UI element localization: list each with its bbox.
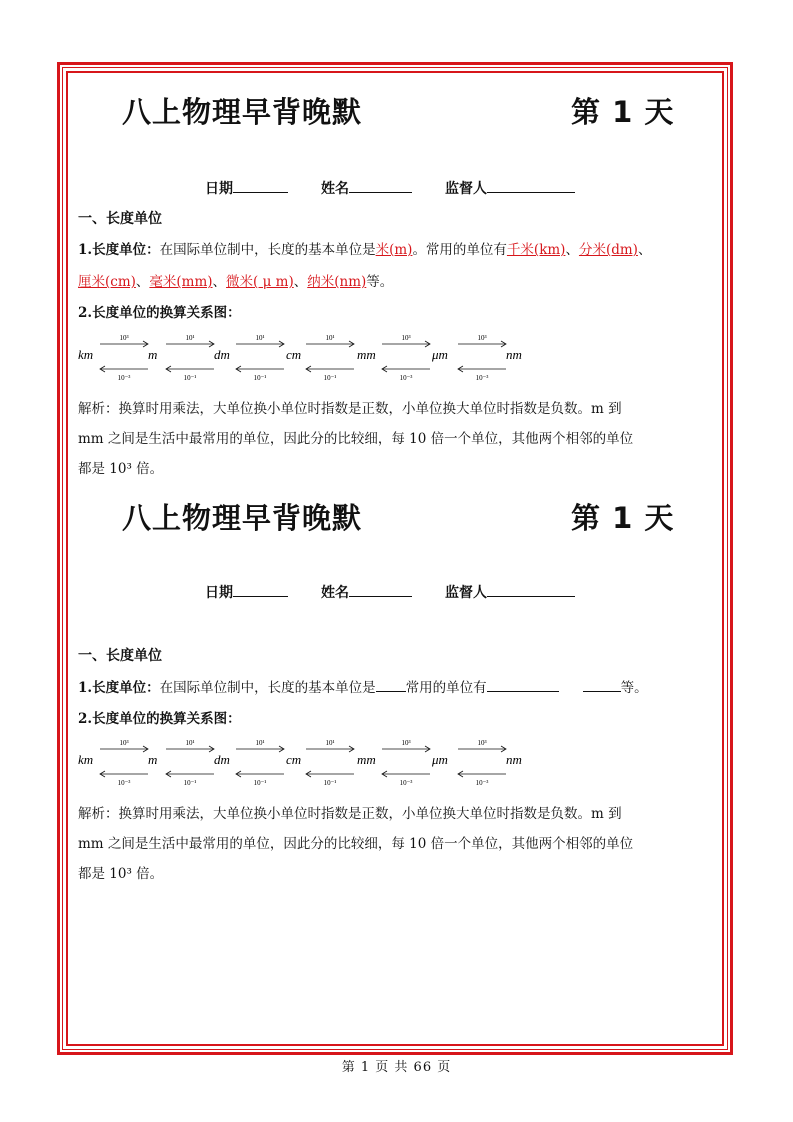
unit-conversion-diagram: [76, 735, 536, 789]
backward-factor: 10⁻¹: [183, 374, 197, 382]
backward-factor: 10⁻¹: [323, 374, 337, 382]
supervisor-field[interactable]: [487, 178, 575, 193]
answer-nm: 纳米(nm): [307, 274, 367, 290]
day-label: 第 1 天: [571, 95, 675, 129]
p1-mid: 常用的单位有: [405, 680, 487, 696]
blank-base-unit[interactable]: [376, 679, 406, 692]
forward-factor: 10¹: [325, 739, 335, 747]
date-label: 日期: [205, 585, 233, 601]
date-field[interactable]: [233, 178, 288, 193]
name-label: 姓名: [321, 181, 349, 197]
forward-factor: 10¹: [185, 334, 195, 342]
page-title: 八上物理早背晚默: [122, 501, 363, 535]
answer-cm: 厘米(cm): [78, 274, 136, 290]
p1-text: 在国际单位制中，长度的基本单位是: [159, 680, 376, 696]
backward-factor: 10⁻³: [117, 779, 131, 787]
forward-factor: 10¹: [255, 739, 265, 747]
forward-factor: 10¹: [185, 739, 195, 747]
unit-label: dm: [214, 347, 230, 362]
unit-label: nm: [506, 347, 522, 362]
day-label: 第 1 天: [571, 501, 675, 535]
analysis-line-2: mm 之间是生活中最常用的单位，因此分的比较细，每 10 倍一个单位，其他两个相邻的单位: [78, 836, 634, 852]
page-title: 八上物理早背晚默: [122, 95, 363, 129]
answer-um: 微米( μ m): [226, 274, 294, 290]
paragraph-2-label: 2.长度单位的换算关系图：: [78, 305, 241, 321]
name-field[interactable]: [349, 582, 412, 597]
forward-factor: 10³: [477, 739, 487, 747]
backward-factor: 10⁻³: [475, 374, 489, 382]
date-field[interactable]: [233, 582, 288, 597]
supervisor-label: 监督人: [445, 181, 487, 197]
unit-label: km: [78, 347, 94, 362]
backward-factor: 10⁻³: [475, 779, 489, 787]
unit-label: μm: [432, 347, 448, 362]
paragraph-1-line-2: 厘米(cm)、毫米(mm)、微米( μ m)、纳米(nm)等。: [78, 274, 394, 290]
paragraph-1-line-1: 1.长度单位：在国际单位制中，长度的基本单位是米(m)。常用的单位有千米(km)、分米(dm)、: [78, 242, 652, 258]
analysis-line-3: 都是 10³ 倍。: [78, 461, 164, 477]
unit-label: m: [148, 347, 158, 362]
unit-label: dm: [214, 752, 230, 767]
unit-label: cm: [286, 752, 302, 767]
p1-label: 1.长度单位：: [78, 680, 160, 696]
backward-factor: 10⁻¹: [253, 374, 267, 382]
unit-label: m: [148, 752, 158, 767]
page-footer: 第 1 页 共 66 页: [341, 1060, 452, 1075]
blank-units-2[interactable]: [583, 679, 621, 692]
analysis-line-3: 都是 10³ 倍。: [78, 866, 164, 882]
section-heading: 一、长度单位: [78, 211, 162, 227]
info-row: [205, 582, 575, 602]
answer-meter: 米(m): [375, 242, 413, 258]
forward-factor: 10³: [119, 334, 129, 342]
unit-label: nm: [506, 752, 522, 767]
p1-mid: 。常用的单位有: [412, 242, 507, 258]
paragraph-2-label: 2.长度单位的换算关系图：: [78, 711, 241, 727]
unit-label: km: [78, 752, 94, 767]
forward-factor: 10¹: [325, 334, 335, 342]
backward-factor: 10⁻³: [399, 779, 413, 787]
paragraph-1-line-1: [78, 676, 648, 696]
unit-label: μm: [432, 752, 448, 767]
analysis-line-1: 解析：换算时用乘法，大单位换小单位时指数是正数，小单位换大单位时指数是负数。m 到: [78, 401, 622, 417]
section-heading: 一、长度单位: [78, 648, 162, 664]
name-field[interactable]: [349, 178, 412, 193]
unit-label: mm: [357, 752, 376, 767]
unit-label: mm: [357, 347, 376, 362]
backward-factor: 10⁻¹: [323, 779, 337, 787]
backward-factor: 10⁻³: [117, 374, 131, 382]
forward-factor: 10³: [477, 334, 487, 342]
supervisor-label: 监督人: [445, 585, 487, 601]
forward-factor: 10¹: [255, 334, 265, 342]
p1-end: 等。: [620, 680, 648, 696]
name-label: 姓名: [321, 585, 349, 601]
unit-label: cm: [286, 347, 302, 362]
date-label: 日期: [205, 181, 233, 197]
answer-mm: 毫米(mm): [149, 274, 213, 290]
backward-factor: 10⁻³: [399, 374, 413, 382]
forward-factor: 10³: [119, 739, 129, 747]
answer-dm: 分米(dm): [578, 242, 638, 258]
blank-units-1[interactable]: [487, 679, 559, 692]
page-border-inner: [66, 71, 724, 1046]
analysis-line-1: 解析：换算时用乘法，大单位换小单位时指数是正数，小单位换大单位时指数是负数。m 到: [78, 806, 622, 822]
backward-factor: 10⁻¹: [253, 779, 267, 787]
supervisor-field[interactable]: [487, 582, 575, 597]
forward-factor: 10³: [401, 739, 411, 747]
analysis-line-2: mm 之间是生活中最常用的单位，因此分的比较细，每 10 倍一个单位，其他两个相邻的单位: [78, 431, 634, 447]
p1-text: 在国际单位制中，长度的基本单位是: [159, 242, 376, 258]
unit-conversion-diagram: [76, 330, 536, 384]
info-row: [205, 178, 575, 198]
backward-factor: 10⁻¹: [183, 779, 197, 787]
answer-km: 千米(km): [506, 242, 566, 258]
p1-label: 1.长度单位：: [78, 242, 160, 258]
forward-factor: 10³: [401, 334, 411, 342]
p1-end: 等。: [366, 274, 394, 290]
